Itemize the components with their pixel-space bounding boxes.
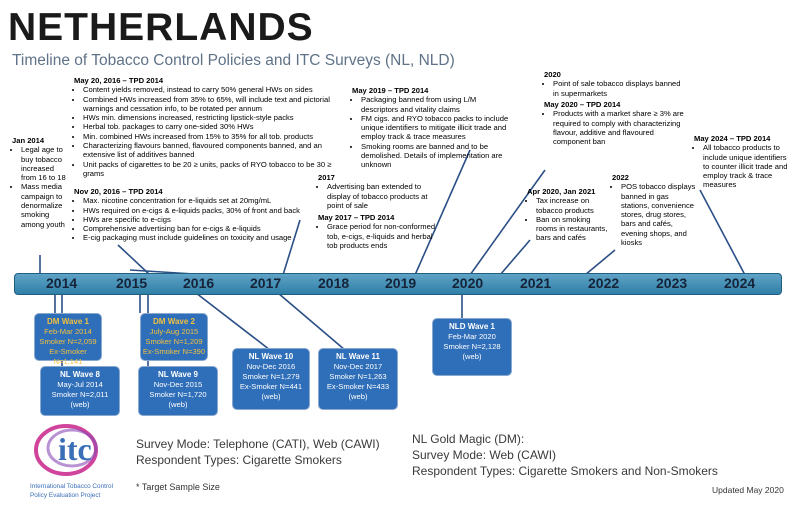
wave-dm-2: DM Wave 2 July-Aug 2015 Smoker N=1,209 Ex-Smoker N=390	[140, 313, 208, 361]
policy-jan2014: Jan 2014 • Legal age to buy tobacco increased from 16 to 18 • Mass media campaign to denormalize smoking among youth	[12, 136, 70, 229]
year-2022: 2022	[588, 275, 620, 291]
policy-may2024: May 2024 – TPD 2014 • All tobacco products to include unique identifiers to counter illicit trade and employ track & trace measures	[694, 134, 792, 190]
policy-2017: 2017 • Advertising ban extended to display of tobacco products at point of sale	[318, 173, 446, 210]
wave-nl-10: NL Wave 10 Nov-Dec 2016 Smoker N=1,279 Ex-Smoker N=441 (web)	[232, 348, 310, 410]
policy-may2020: May 2020 – TPD 2014 • Products with a market share ≥ 3% are required to comply with characterizing flavour, additive and flavoured component ban	[544, 100, 684, 146]
year-2014: 2014	[46, 275, 78, 291]
target-sample-note: * Target Sample Size	[136, 482, 220, 492]
wave-nld-1: NLD Wave 1 Feb-Mar 2020 Smoker N=2,128 (web)	[432, 318, 512, 376]
year-2019: 2019	[385, 275, 417, 291]
year-2018: 2018	[318, 275, 350, 291]
wave-nl-11: NL Wave 11 Nov-Dec 2017 Smoker N=1,263 Ex-Smoker N=433 (web)	[318, 348, 398, 410]
policy-2022: 2022 • POS tobacco displays banned in gas stations, convenience stores, drug stores, bars and cafés, evening shops, and kiosks	[612, 173, 698, 247]
policy-may2019: May 2019 – TPD 2014 • Packaging banned from using L/M descriptors and vitality claims • FM cigs. and RYO tobacco packs to include unique identifiers to mitigate illicit trade and employ track & trace measures • Smoking rooms are banned and to be demolished. Details of implementation are unknown	[352, 86, 512, 170]
year-2017: 2017	[250, 275, 282, 291]
wave-nl-9: NL Wave 9 Nov-Dec 2015 Smoker N=1,720 (web)	[138, 366, 218, 416]
page-subtitle: Timeline of Tobacco Control Policies and ITC Surveys (NL, NLD)	[12, 52, 455, 69]
wave-nl-8: NL Wave 8 May-Jul 2014 Smoker N=2,011 (web)	[40, 366, 120, 416]
year-2016: 2016	[183, 275, 215, 291]
year-2020: 2020	[452, 275, 484, 291]
connector-may2024	[700, 190, 745, 275]
itc-survey-legend: Survey Mode: Telephone (CATI), Web (CAWI) Respondent Types: Cigarette Smokers	[136, 437, 380, 467]
svg-text:Policy Evaluation Project: Policy Evaluation Project	[30, 492, 101, 499]
year-2015: 2015	[116, 275, 148, 291]
year-2023: 2023	[656, 275, 688, 291]
svg-text:International Tobacco Control: International Tobacco Control	[30, 483, 114, 490]
dm-survey-legend: NL Gold Magic (DM): Survey Mode: Web (CAWI) Respondent Types: Cigarette Smokers and Non-Smokers	[412, 432, 718, 478]
year-2021: 2021	[520, 275, 552, 291]
policy-may2017: May 2017 – TPD 2014 • Grace period for non-conformed tob, e-cigs, e-liquids and herbal tob products ends	[318, 213, 436, 250]
connector-nl11	[278, 293, 345, 350]
wave-dm-1: DM Wave 1 Feb-Mar 2014 Smoker N=2,059 Ex-Smoker N=1,141	[34, 313, 102, 361]
policy-nov2016: Nov 20, 2016 – TPD 2014 • Max. nicotine concentration for e-liquids set at 20mg/mL • HWs required on e-cigs & e-liquids packs, 30% of front and back • HWs are specific to e-cigs • Comprehensive advertising ban for e-cigs & e-liquids • E-cig packaging must include guidelines on toxicity and usage	[74, 187, 314, 243]
connector-apr2020	[500, 240, 530, 275]
policy-apr2020: Apr 2020, Jan 2021 • Tax increase on tobacco products • Ban on smoking rooms in restaurants, bars and cafés	[527, 187, 609, 243]
year-2024: 2024	[724, 275, 756, 291]
policy-may2016: May 20, 2016 – TPD 2014 • Content yields removed, instead to carry 50% general HWs on sides • Combined HWs increased from 35% to 65%, will include text and pictorial warnings and cessation info, to be rotated per annum • HWs min. dimensions increased, restricting lipstick-style packs • Herbal tob. packages to carry one-sided 30% HWs • Min. combined HWs increased from 15% to 35% for all tob. products • Characterizing flavours banned, flavoured components banned, and an extensive list of additives banned • Unit packs of cigarettes to be 20 ≥ units, packs of RYO tobacco to be 30 ≥ grams	[74, 76, 339, 178]
connector-y2022	[585, 250, 615, 275]
policy-2020: 2020 • Point of sale tobacco displays banned in supermarkets	[544, 70, 684, 98]
updated-note: Updated May 2020	[712, 485, 784, 495]
svg-text:itc: itc	[58, 431, 92, 467]
page-title: NETHERLANDS	[8, 6, 314, 49]
itc-logo	[28, 420, 128, 502]
